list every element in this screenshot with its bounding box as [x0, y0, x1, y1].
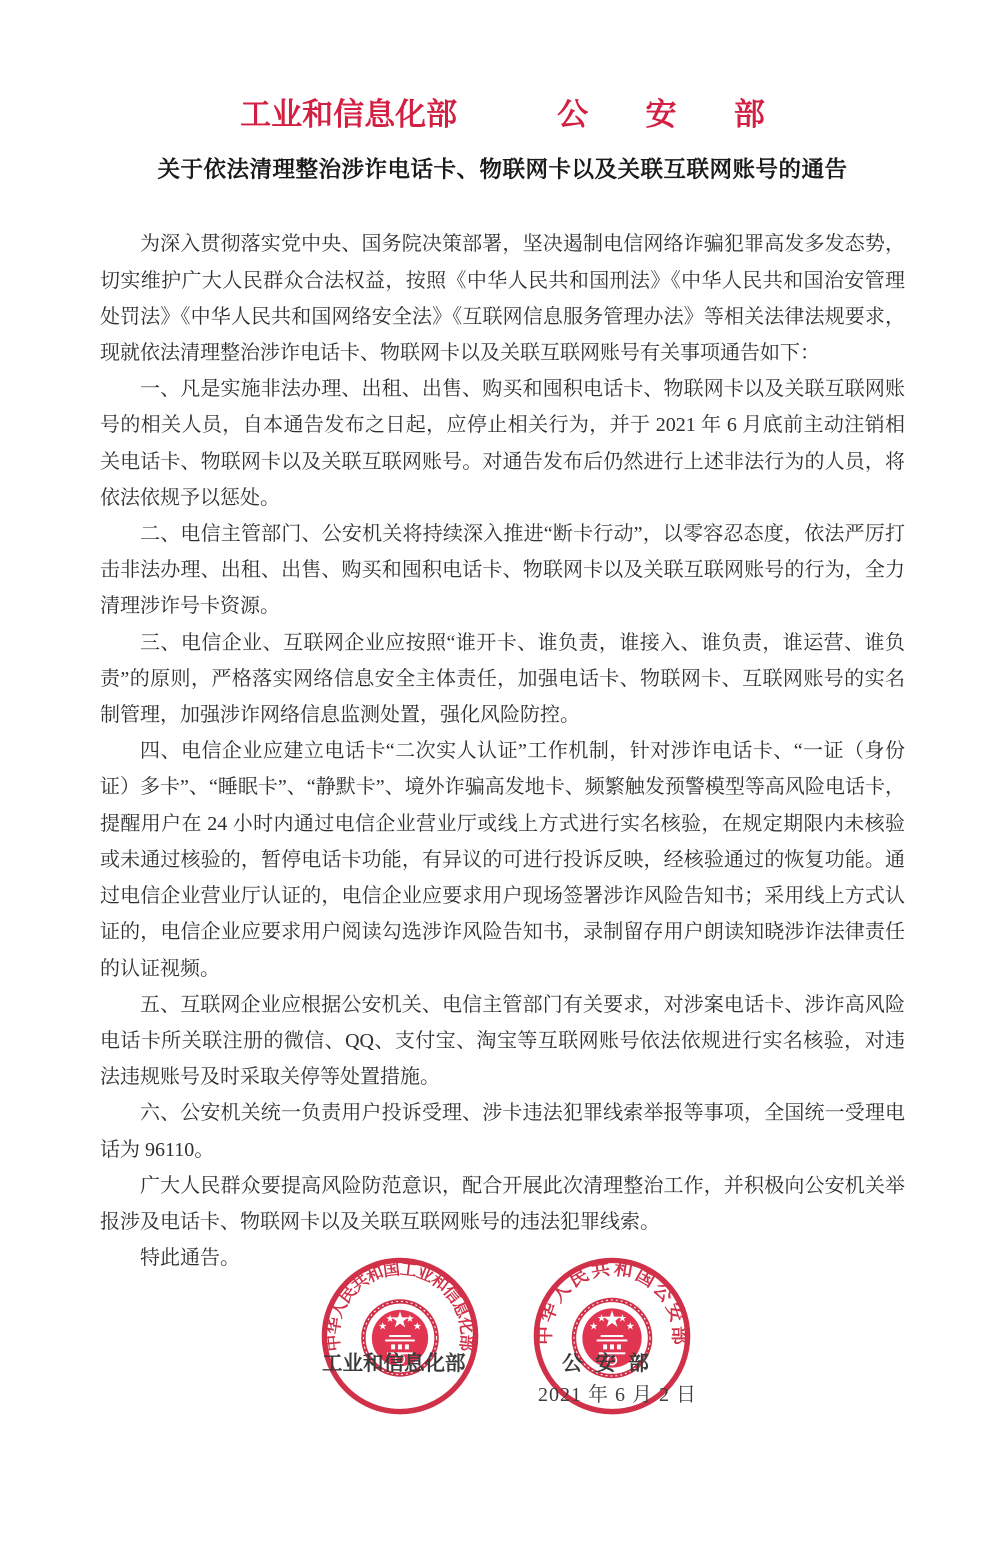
ministry-name-mps: 公安部: [557, 97, 823, 132]
paragraph-closing: 特此通告。: [140, 1247, 240, 1270]
paragraph-item-6: 六、公安机关统一负责用户投诉受理、涉卡违法犯罪线索举报等事项，全国统一受理电话为 96110。: [100, 1102, 905, 1161]
ministry-name-miit: 工业和信息化部: [240, 97, 458, 132]
paragraph-item-2: 二、电信主管部门、公安机关将持续深入推进“断卡行动”，以零容忍态度，依法严厉打击非法办理、出租、出售、购买和囤积电话卡、物联网卡以及关联互联网账号的行为，全力清理涉诈号卡资源。: [100, 523, 905, 618]
mps-signature-name: 公安部: [562, 1353, 662, 1376]
notice-date: 2021 年 6 月 2 日: [538, 1384, 697, 1407]
notice-title: 关于依法清理整治涉诈电话卡、物联网卡以及关联互联网账号的通告: [157, 157, 848, 183]
paragraph-item-5: 五、互联网企业应根据公安机关、电信主管部门有关要求，对涉案电话卡、涉诈高风险电话卡所关联注册的微信、QQ、支付宝、淘宝等互联网账号依法依规进行实名核验，对违法违规账号及时采取关停等处置措施。: [100, 993, 905, 1089]
notice-body: [100, 226, 905, 1276]
paragraph-intro: 为深入贯彻落实党中央、国务院决策部署，坚决遏制电信网络诈骗犯罪高发多发态势，切实维护广大人民群众合法权益，按照《中华人民共和国刑法》《中华人民共和国治安管理处罚法》《中华人民共和国网络安全法》《互联网信息服务管理办法》等相关法律法规要求，现就依法清理整治涉诈电话卡、物联网卡以及关联互联网账号有关事项通告如下：: [100, 233, 905, 365]
seal-ring-text: 中华人民共和国公安部: [534, 1258, 690, 1346]
seal-area: [0, 1252, 1000, 1542]
seal-ring-text: 中华人民共和国工业和信息化部: [323, 1259, 477, 1353]
miit-signature-name: 工业和信息化部: [322, 1353, 466, 1376]
ministry-header: [100, 96, 905, 133]
paragraph-public-appeal: 广大人民群众要提高风险防范意识，配合开展此次清理整治工作，并积极向公安机关举报涉及电话卡、物联网卡以及关联互联网账号的违法犯罪线索。: [100, 1174, 905, 1233]
paragraph-item-1: 一、凡是实施非法办理、出租、出售、购买和囤积电话卡、物联网卡以及关联互联网账号的相关人员，自本通告发布之日起，应停止相关行为，并于 2021 年 6 月底前主动注销相关电话卡、物联网卡以及关联互联网账号。对通告发布后仍然进行上述非法行为的人员，将依法依规予以惩处。: [100, 378, 905, 509]
paragraph-item-3: 三、电信企业、互联网企业应按照“谁开卡、谁负责，谁接入、谁负责，谁运营、谁负责”的原则，严格落实网络信息安全主体责任，加强电话卡、物联网卡、互联网账号的实名制管理，加强涉诈网络信息监测处置，强化风险防控。: [100, 631, 905, 727]
paragraph-item-4: 四、电信企业应建立电话卡“二次实人认证”工作机制，针对涉诈电话卡、“一证（身份证）多卡”、“睡眠卡”、“静默卡”、境外诈骗高发地卡、频繁触发预警模型等高风险电话卡，提醒用户在 24 小时内通过电信企业营业厅或线上方式进行实名核验，在规定期限内未核验或未通过核验的，暂停电话卡功能，有异议的可进行投诉反映，经核验通过的恢复功能。通过电信企业营业厅认证的，电信企业应要求用户现场签署涉诈风险告知书；采用线上方式认证的，电信企业应要求用户阅读勾选涉诈风险告知书，录制留存用户朗读知晓涉诈法律责任的认证视频。: [100, 740, 905, 980]
miit-official-seal-icon: [316, 1252, 484, 1422]
